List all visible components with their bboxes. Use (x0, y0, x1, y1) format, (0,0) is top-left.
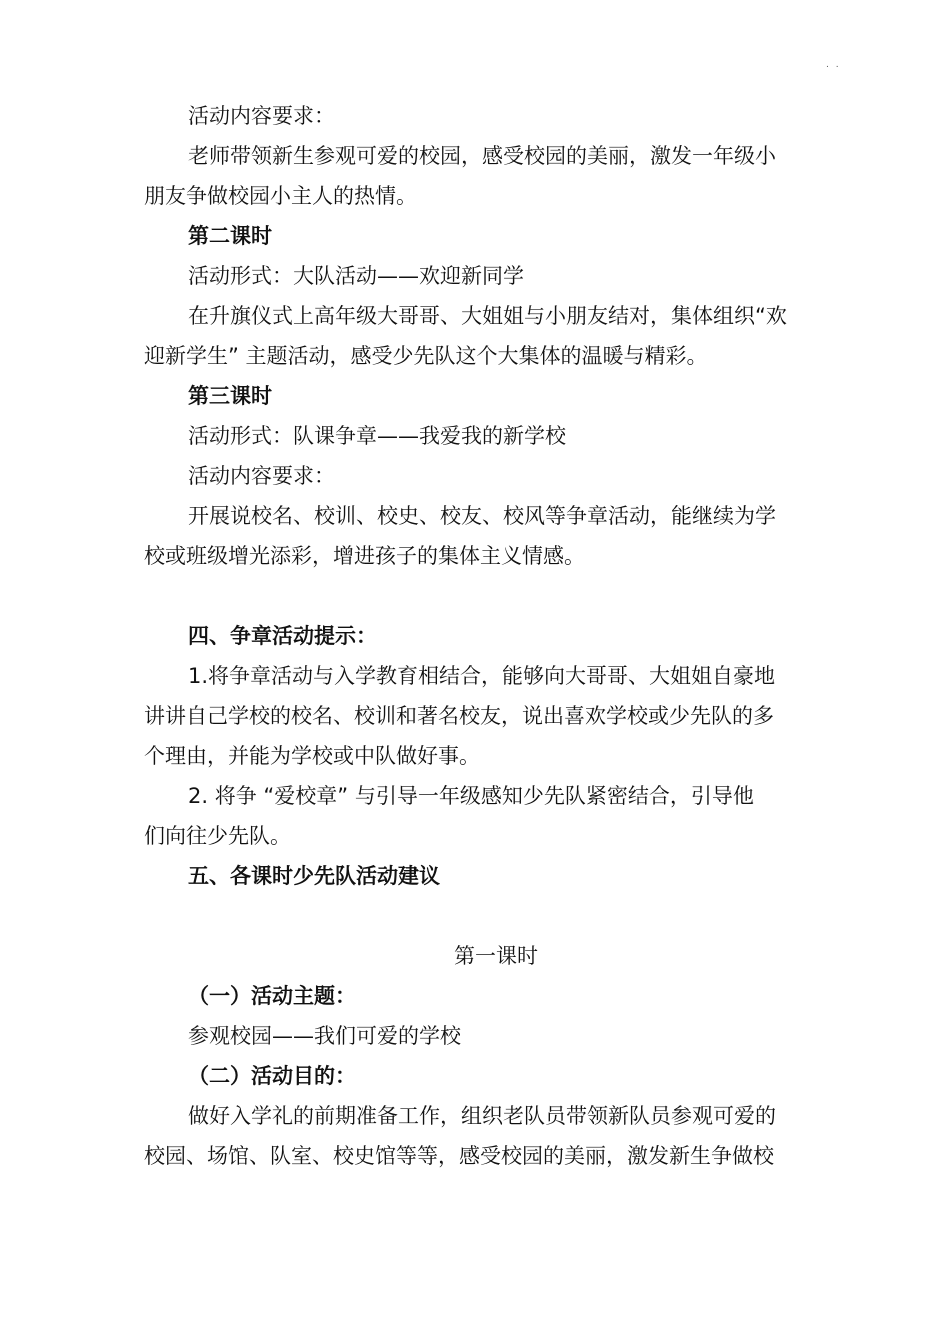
paragraph-line: 2. 将争 “爱校章” 与引导一年级感知少先队紧密结合，引导他 (188, 784, 754, 808)
paragraph-line: 活动形式：队课争章——我爱我的新学校 (188, 424, 566, 448)
blank-line (144, 576, 820, 616)
subsection-heading: （二）活动目的： (188, 1064, 356, 1088)
paragraph-line: 讲讲自己学校的校名、校训和著名校友，说出喜欢学校或少先队的多 (144, 704, 774, 728)
paragraph-line: 在升旗仪式上高年级大哥哥、大姐姐与小朋友结对，集体组织“欢 (188, 304, 787, 328)
paragraph-line: 校园、场馆、队室、校史馆等等，感受校园的美丽，激发新生争做校 (144, 1144, 774, 1168)
section-heading: 四、争章活动提示： (188, 624, 377, 648)
section-heading: 五、各课时少先队活动建议 (188, 864, 440, 888)
lesson-heading: 第三课时 (188, 384, 272, 408)
blank-line (144, 896, 820, 936)
lesson-title: 第一课时 (454, 944, 538, 968)
document-body (144, 96, 820, 1176)
paragraph-line: 做好入学礼的前期准备工作，组织老队员带领新队员参观可爱的 (188, 1104, 776, 1128)
paragraph-line: 活动内容要求： (188, 464, 335, 488)
paragraph-line: 参观校园——我们可爱的学校 (188, 1024, 461, 1048)
lesson-heading: 第二课时 (188, 224, 272, 248)
corner-mark: . . (826, 60, 841, 70)
paragraph-line: 老师带领新生参观可爱的校园，感受校园的美丽，激发一年级小 (188, 144, 776, 168)
paragraph-line: 迎新学生” 主题活动，感受少先队这个大集体的温暖与精彩。 (144, 344, 708, 368)
paragraph-line: 活动形式：大队活动——欢迎新同学 (188, 264, 524, 288)
paragraph-line: 朋友争做校园小主人的热情。 (144, 184, 417, 208)
paragraph-line: 1.将争章活动与入学教育相结合，能够向大哥哥、大姐姐自豪地 (188, 664, 776, 688)
paragraph-line: 们向往少先队。 (144, 824, 291, 848)
paragraph-line: 活动内容要求： (188, 104, 335, 128)
paragraph-line: 个理由，并能为学校或中队做好事。 (144, 744, 480, 768)
subsection-heading: （一）活动主题： (188, 984, 356, 1008)
paragraph-line: 开展说校名、校训、校史、校友、校风等争章活动，能继续为学 (188, 504, 776, 528)
paragraph-line: 校或班级增光添彩，增进孩子的集体主义情感。 (144, 544, 585, 568)
